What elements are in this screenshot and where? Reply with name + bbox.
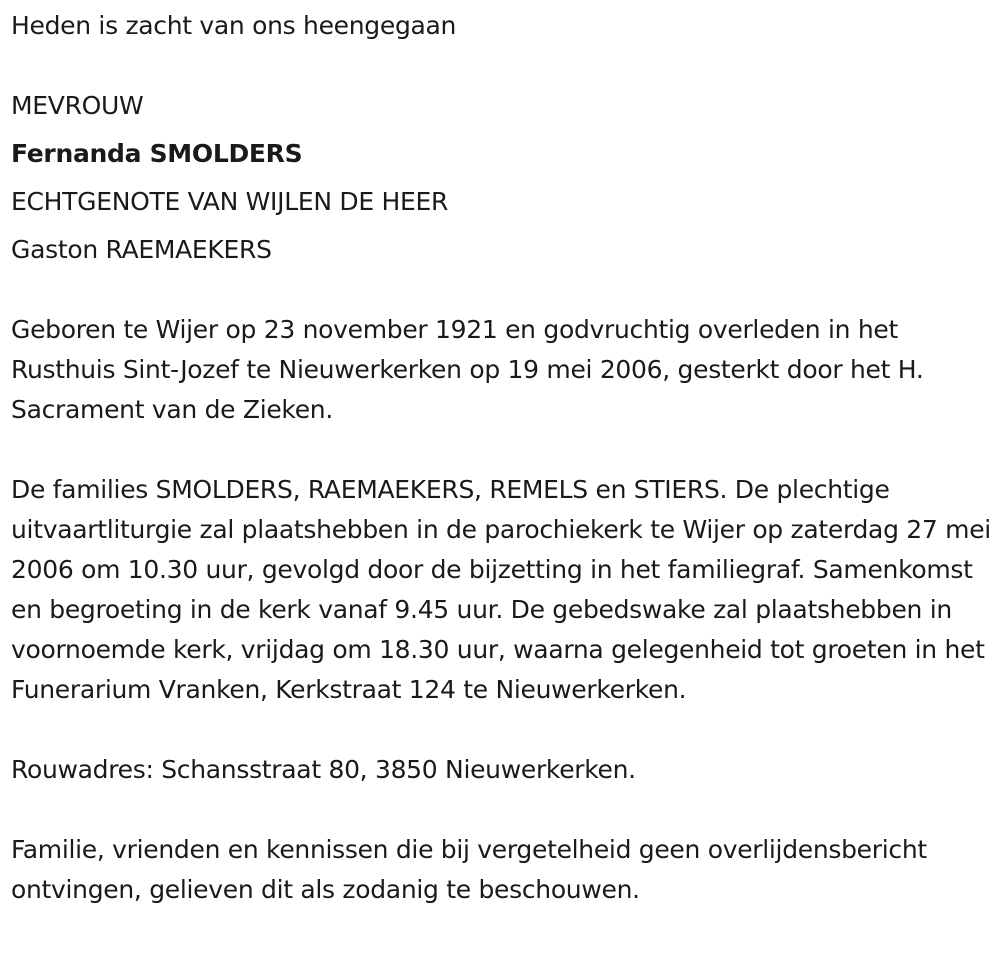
spacer bbox=[11, 222, 996, 230]
closing-paragraph: Familie, vrienden en kennissen die bij vergetelheid geen overlijdensbericht ontvingen, gelieven dit als zodanig te beschouwen. bbox=[11, 835, 927, 904]
spacer bbox=[11, 430, 996, 470]
spacer bbox=[11, 270, 996, 310]
opening-line: Heden is zacht van ons heengegaan bbox=[11, 11, 457, 40]
spacer bbox=[11, 126, 996, 134]
obituary-notice bbox=[11, 6, 996, 910]
funeral-info-paragraph: De families SMOLDERS, RAEMAEKERS, REMELS en STIERS. De plechtige uitvaartliturgie zal plaatshebben in de parochiekerk te Wijer op zaterdag 27 mei 2006 om 10.30 uur, gevolgd door de bijzetting in het familiegraf. Samenkomst en begroeting in de kerk vanaf 9.45 uur. De gebedswake zal plaatshebben in voornoemde kerk, vrijdag om 18.30 uur, waarna gelegenheid tot groeten in het Funerarium Vranken, Kerkstraat 124 te Nieuwerkerken. bbox=[11, 475, 991, 704]
mourning-address: Rouwadres: Schansstraat 80, 3850 Nieuwerkerken. bbox=[11, 755, 636, 784]
deceased-name: Fernanda SMOLDERS bbox=[11, 139, 303, 168]
spacer bbox=[11, 174, 996, 182]
relation-line: ECHTGENOTE VAN WIJLEN DE HEER bbox=[11, 187, 449, 216]
birth-death-paragraph: Geboren te Wijer op 23 november 1921 en godvruchtig overleden in het Rusthuis Sint-Jozef te Nieuwerkerken op 19 mei 2006, gesterkt door het H. Sacrament van de Zieken. bbox=[11, 315, 924, 424]
spouse-name: Gaston RAEMAEKERS bbox=[11, 235, 272, 264]
spacer bbox=[11, 710, 996, 750]
deceased-title: MEVROUW bbox=[11, 91, 144, 120]
spacer bbox=[11, 790, 996, 830]
spacer bbox=[11, 46, 996, 86]
